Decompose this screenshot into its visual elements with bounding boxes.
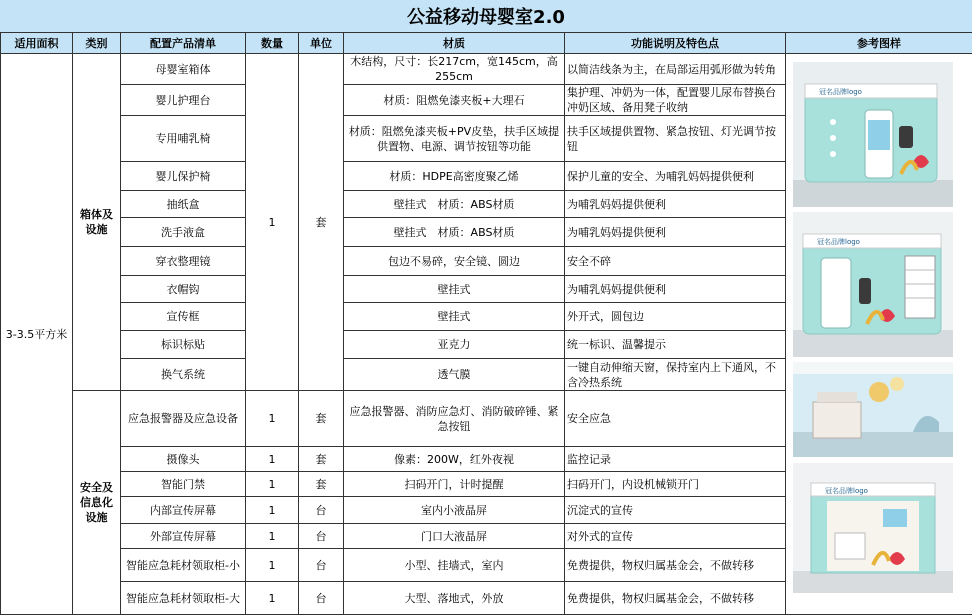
material-cell: 室内小液晶屏	[344, 497, 565, 524]
product-cell: 智能应急耗材领取柜-大	[121, 582, 246, 615]
product-cell: 内部宣传屏幕	[121, 497, 246, 524]
qty-cell: 1	[246, 447, 299, 472]
qty-cell: 1	[246, 524, 299, 549]
material-cell: 应急报警器、消防应急灯、消防破碎锤、紧急按钮	[344, 391, 565, 447]
qty-cell: 1	[246, 54, 299, 391]
booth-render-open	[793, 463, 953, 593]
feature-cell: 扶手区域提供置物、紧急按钮、灯光调节按钮	[565, 116, 786, 162]
feature-cell: 扫码开门，内设机械锁开门	[565, 472, 786, 497]
header-material: 材质	[344, 33, 565, 54]
unit-cell: 套	[299, 54, 344, 391]
feature-cell: 沉淀式的宣传	[565, 497, 786, 524]
material-cell: 小型、挂墙式，室内	[344, 549, 565, 582]
qty-cell: 1	[246, 582, 299, 615]
unit-cell: 套	[299, 391, 344, 447]
category-cell: 箱体及设施	[73, 54, 121, 391]
material-cell: 材质：阻燃免漆夹板+大理石	[344, 85, 565, 116]
feature-cell: 为哺乳妈妈提供便利	[565, 276, 786, 303]
feature-cell: 免费提供，物权归属基金会，不做转移	[565, 582, 786, 615]
product-cell: 应急报警器及应急设备	[121, 391, 246, 447]
material-cell: 材质：阻燃免漆夹板+PV皮垫，扶手区域提供置物、电源、调节按钮等功能	[344, 116, 565, 162]
header-product: 配置产品清单	[121, 33, 246, 54]
feature-cell: 对外式的宣传	[565, 524, 786, 549]
material-cell: 木结构，尺寸：长217cm，宽145cm，高255cm	[344, 54, 565, 85]
booth-render-front	[793, 62, 953, 207]
product-cell: 婴儿保护椅	[121, 162, 246, 191]
qty-cell: 1	[246, 472, 299, 497]
product-cell: 穿衣整理镜	[121, 247, 246, 276]
product-cell: 外部宣传屏幕	[121, 524, 246, 549]
booth-sign: 冠名品牌logo	[817, 237, 860, 246]
unit-cell: 台	[299, 524, 344, 549]
header-row	[1, 33, 972, 54]
unit-cell: 台	[299, 582, 344, 615]
table-row	[1, 54, 972, 85]
reference-cell	[786, 54, 972, 615]
unit-cell: 套	[299, 447, 344, 472]
feature-cell: 统一标识、温馨提示	[565, 331, 786, 359]
feature-cell: 为哺乳妈妈提供便利	[565, 191, 786, 218]
feature-cell: 集护理、冲奶为一体，配置婴儿尿布替换台冲奶区域、备用凳子收纳	[565, 85, 786, 116]
product-cell: 专用哺乳椅	[121, 116, 246, 162]
feature-cell: 安全不碎	[565, 247, 786, 276]
booth-render-side	[793, 212, 953, 357]
feature-cell: 保护儿童的安全、为哺乳妈妈提供便利	[565, 162, 786, 191]
product-cell: 标识标贴	[121, 331, 246, 359]
material-cell: 像素：200W，红外夜视	[344, 447, 565, 472]
header-reference: 参考图样	[786, 33, 972, 54]
product-cell: 衣帽钩	[121, 276, 246, 303]
feature-cell: 以简洁线条为主，在局部运用弧形做为转角	[565, 54, 786, 85]
material-cell: 材质：HDPE高密度聚乙烯	[344, 162, 565, 191]
material-cell: 壁挂式	[344, 303, 565, 331]
header-category: 类别	[73, 33, 121, 54]
header-feature: 功能说明及特色点	[565, 33, 786, 54]
page-title: 公益移动母婴室2.0	[0, 0, 972, 33]
material-cell: 壁挂式 材质：ABS材质	[344, 191, 565, 218]
qty-cell: 1	[246, 497, 299, 524]
header-qty: 数量	[246, 33, 299, 54]
product-cell: 智能应急耗材领取柜-小	[121, 549, 246, 582]
product-cell: 婴儿护理台	[121, 85, 246, 116]
area-cell: 3-3.5平方米	[1, 54, 73, 615]
feature-cell: 外开式，圆包边	[565, 303, 786, 331]
unit-cell: 台	[299, 549, 344, 582]
booth-sign: 冠名品牌logo	[825, 486, 868, 495]
header-area: 适用面积	[1, 33, 73, 54]
product-cell: 智能门禁	[121, 472, 246, 497]
material-cell: 亚克力	[344, 331, 565, 359]
qty-cell: 1	[246, 391, 299, 447]
material-cell: 包边不易碎，安全镜、圆边	[344, 247, 565, 276]
material-cell: 壁挂式 材质：ABS材质	[344, 218, 565, 247]
header-unit: 单位	[299, 33, 344, 54]
unit-cell: 台	[299, 497, 344, 524]
feature-cell: 免费提供，物权归属基金会，不做转移	[565, 549, 786, 582]
config-table	[0, 32, 972, 615]
interior-photo	[793, 362, 953, 457]
product-cell: 抽纸盒	[121, 191, 246, 218]
booth-sign: 冠名品牌logo	[819, 87, 862, 96]
feature-cell: 一键自动伸缩天窗，保持室内上下通风，不含冷热系统	[565, 359, 786, 391]
material-cell: 扫码开门，计时提醒	[344, 472, 565, 497]
feature-cell: 监控记录	[565, 447, 786, 472]
unit-cell: 套	[299, 472, 344, 497]
category-cell: 安全及信息化设施	[73, 391, 121, 615]
product-cell: 宣传框	[121, 303, 246, 331]
product-cell: 母婴室箱体	[121, 54, 246, 85]
reference-images	[786, 54, 972, 614]
product-cell: 换气系统	[121, 359, 246, 391]
product-cell: 摄像头	[121, 447, 246, 472]
material-cell: 大型、落地式，外放	[344, 582, 565, 615]
feature-cell: 为哺乳妈妈提供便利	[565, 218, 786, 247]
material-cell: 门口大液晶屏	[344, 524, 565, 549]
product-cell: 洗手液盒	[121, 218, 246, 247]
material-cell: 壁挂式	[344, 276, 565, 303]
feature-cell: 安全应急	[565, 391, 786, 447]
material-cell: 透气膜	[344, 359, 565, 391]
qty-cell: 1	[246, 549, 299, 582]
